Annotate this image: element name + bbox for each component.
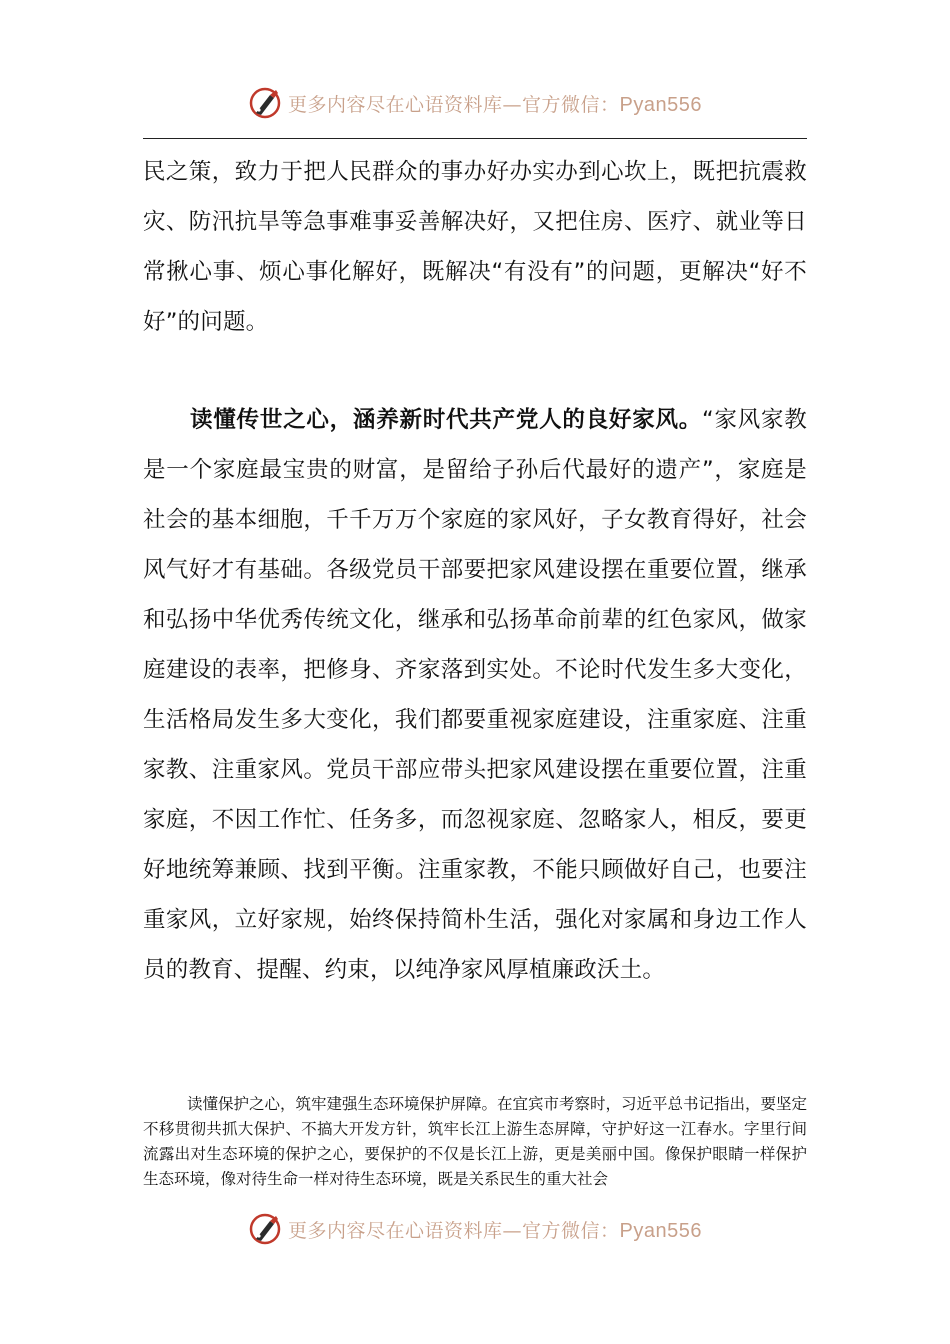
paragraph-2-lead: 读懂传世之心，涵养新时代共产党人的良好家风。 [190,407,703,433]
paragraph-2 [143,395,807,995]
page-header [0,86,950,120]
paragraph-3: 读懂保护之心，筑牢建强生态环境保护屏障。在宜宾市考察时，习近平总书记指出，要坚定不移贯彻共抓大保护、不搞大开发方针，筑牢长江上游生态屏障，守护好这一江春水。字里行间流露出对生态环境的保护之心，要保护的不仅是长江上游，更是美丽中国。像保护眼睛一样保护生态环境，像对待生命一样对待生态环境，既是关系民生的重大社会 [143,1095,808,1188]
header-divider [143,138,807,139]
footer-banner: 更多内容尽在心语资料库—官方微信：Pyan556 [288,1219,702,1242]
paragraph-2-body: “家风家教是一个家庭最宝贵的财富，是留给子孙后代最好的遗产”，家庭是社会的基本细胞，千千万万个家庭的家风好，子女教育得好，社会风气好才有基础。各级党员干部要把家风建设摆在重要位置，继承和弘扬中华优秀传统文化，继承和弘扬革命前辈的红色家风，做家庭建设的表率，把修身、齐家落到实处。不论时代发生多大变化，生活格局发生多大变化，我们都要重视家庭建设，注重家庭、注重家教、注重家风。党员干部应带头把家风建设摆在重要位置，注重家庭，不因工作忙、任务多，而忽视家庭、忽略家人，相反，要更好地统筹兼顾、找到平衡。注重家教，不能只顾做好自己，也要注重家风，立好家规，始终保持简朴生活，强化对家属和身边工作人员的教育、提醒、约束，以纯净家风厚植廉政沃土。 [143,407,807,983]
wechat-id: Pyan556 [619,93,702,116]
page-footer [0,1212,950,1246]
pen-nib-circle-icon [248,86,282,120]
wechat-id: Pyan556 [619,1219,702,1242]
header-banner: 更多内容尽在心语资料库—官方微信：Pyan556 [288,93,702,116]
paragraph-1: 民之策，致力于把人民群众的事办好办实办到心坎上，既把抗震救灾、防汛抗旱等急事难事妥善解决好，又把住房、医疗、就业等日常揪心事、烦心事化解好，既解决“有没有”的问题，更解决“好不好”的问题。 [143,159,807,335]
pen-nib-circle-icon [248,1212,282,1246]
